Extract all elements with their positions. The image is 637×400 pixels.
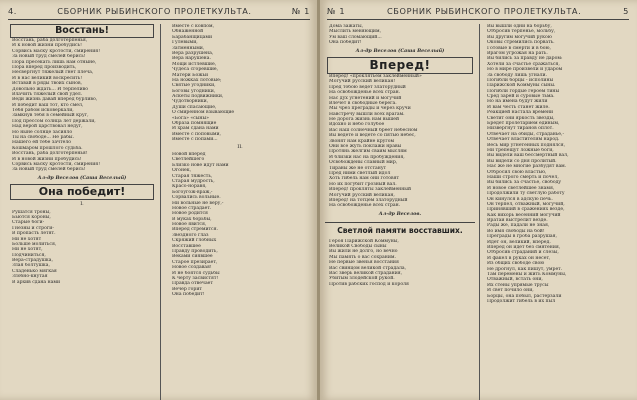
- poem-line: Отбросив терпенье, мольбу,: [487, 29, 556, 35]
- poem-line: Оковы стремились порвать.: [487, 40, 555, 46]
- poem-line: Могучий русский великан,: [329, 192, 395, 198]
- signature-veselov-1: Ал-др Веселов (Саша Веселый): [37, 174, 127, 181]
- poem-line: Отбросив страданий и слезы,: [487, 250, 559, 256]
- poem-line: Вместе с ковпом,: [172, 24, 215, 29]
- poem-line: Вы другим могучий рукою: [487, 34, 552, 40]
- poem-title-vpered: Вперед!: [327, 57, 473, 74]
- left-column-divider: [160, 24, 161, 400]
- poem-line: Вперед! на тотцем златорудный: [329, 197, 408, 203]
- right-page: [319, 0, 637, 400]
- poem-line: Правда отвечает: [172, 281, 213, 287]
- poem-line: Веди жизнь давай вперед бурливо,: [12, 97, 98, 103]
- poem-title-svetloy-pamyati: Светлой памяти восставших.: [337, 226, 463, 236]
- poem-line: Нас дух угнетений и могучий: [329, 95, 402, 101]
- poem-line: Вы видели со дня пролитый.: [487, 158, 557, 164]
- poem-line: И в нас великий воскресить!: [12, 75, 83, 81]
- poem-line: Чудотворники,: [172, 99, 209, 105]
- poem-line: Отбросил свою властью,: [487, 169, 547, 175]
- poem-line: Ум ваш сломающий...: [329, 34, 382, 40]
- poem-line: Но в мире произвели и ударом: [487, 67, 563, 73]
- poem-line: Рушатся троны,: [12, 209, 51, 215]
- poem-line: Чудеса сгоревшие,: [172, 67, 219, 73]
- poem-line: Звонят нам крайне кругом: [329, 138, 395, 144]
- poem-line: Гулевыми,: [172, 40, 198, 46]
- poem-line: Вместе с поповыми,: [172, 131, 221, 137]
- poem-line: Ни не хотят,: [12, 247, 43, 253]
- poem-line: Тираны же не отстанут: [329, 165, 387, 171]
- left-page: [0, 0, 318, 400]
- poem-line: Он терпел, отважный, могучий,: [487, 201, 565, 207]
- poem-line: Сорвались вольные.: [172, 195, 221, 201]
- poem-line: На освобожденье всех стран.: [329, 90, 401, 96]
- poem-line: Восставшее: [172, 243, 201, 249]
- right-issue-number: № 1: [327, 6, 346, 16]
- signature-veselov-2: Ал-др Веселов (Саша Веселый): [355, 47, 445, 54]
- poem-line: Вы бились за правду не даром:: [487, 56, 563, 62]
- poem-line: Нас же не многие разбудят вам.: [487, 164, 567, 170]
- poem-line: За свободу лишь угнали.: [487, 72, 548, 78]
- poem-line: Убитым злодейской рукой.: [329, 276, 395, 282]
- poem-line: Он кинулся в адскую печь.: [487, 196, 553, 202]
- poem-line: Дома зажаты,: [329, 24, 364, 29]
- poem-line: Вы жили не долго, но вечно: [329, 249, 398, 255]
- poem-line: Скряжий глобных: [172, 238, 217, 244]
- poem-vpered-text: [329, 74, 471, 209]
- poem-line: Героя Парижской Коммуны,: [329, 238, 399, 244]
- poem-line: Протянь желгим сваим мыслям: [329, 149, 407, 155]
- poem-line: Мощи истлевшие,: [172, 61, 217, 67]
- poem-line: Новое родится: [172, 211, 208, 217]
- poem-line: И не боятся судьбы: [172, 270, 220, 276]
- poem-line: Затменными,: [172, 45, 205, 51]
- right-column-2: [487, 24, 629, 304]
- poem-line: Сладенько мягкая: [12, 268, 57, 274]
- poem-line: И близки нас на пробуждения,: [329, 154, 405, 160]
- poem-line: Влачить тяжелый свой удел.: [12, 91, 83, 97]
- poem-line: Обнаженной: [172, 29, 204, 35]
- poem-line: Могучий русский великан!: [329, 79, 396, 85]
- poem-line: Отважный, встать они,: [487, 277, 543, 283]
- poem-line: Не дрогнул, как пишут, умрет.: [487, 266, 563, 272]
- poem-line: Отвечает властителям народ.: [487, 137, 560, 143]
- poem-line: И победит ваш тот, кто смел,: [12, 102, 84, 108]
- poem-line: О смиренном взывающие: [172, 110, 235, 116]
- poem-line: Бьются короны,: [12, 214, 51, 220]
- poem-ona-pobedit-part1-cont: [172, 24, 308, 143]
- poem-line: Кошмаром прошлого судьба.: [12, 145, 83, 151]
- poem-line: Продолжили ту светлую работу: [487, 191, 565, 197]
- poem-line: Ни трепещут ложные боги,: [487, 147, 554, 153]
- poem-line: Старая тяжесть,: [172, 173, 213, 179]
- poem-line: Богоугож-враж,-: [172, 189, 213, 195]
- poem-line: Злая болтушка,: [12, 263, 50, 269]
- poem-line: Преграды в гроба разрушая,: [487, 234, 558, 240]
- section-separator: [325, 222, 475, 223]
- poem-line: Но ныне солнце засияло: [12, 129, 73, 135]
- poem-line: Вы вышли одни на борьбу,: [487, 24, 552, 29]
- poem-svetloy-pamyati-part2: [487, 24, 629, 304]
- binding-gutter: [317, 0, 320, 400]
- poem-line: «Бога» «сыны»: [172, 115, 209, 121]
- poem-line: Образа помнящие: [172, 121, 217, 127]
- poem-line: Мыслить меняющим,: [329, 29, 382, 35]
- poem-line: Больше молиться,: [12, 241, 57, 247]
- poem-line: Реакцией настала времени: [487, 110, 554, 116]
- poem-line: Гнезны и строги-: [12, 225, 54, 231]
- poem-line: Из общих свободе свою: [487, 261, 545, 267]
- poem-line: Сред зарей и суровые тьма.: [487, 94, 555, 100]
- poem-line: И новое светлейшее знамя,: [487, 185, 555, 191]
- poem-line: Вы видели ваш бессмертный вал,: [487, 153, 569, 159]
- section-numeral-2: II.: [237, 143, 243, 150]
- poem-line: Погибли борцы - исполины: [487, 77, 554, 83]
- poem-line: Вместе с попами...: [172, 137, 218, 143]
- poem-line: Но их погубит грозный вал.: [329, 181, 397, 187]
- left-journal-title: СБОРНИК РЫБИНСКОГО ПРОЛЕТКУЛЬТА.: [57, 6, 252, 16]
- poem-line: Нашего ей тебе зачтело: [12, 140, 72, 146]
- poem-line: Отвечает на обиды, страданье,-: [487, 131, 565, 137]
- poem-line: Пред ними светлый идол: [329, 171, 391, 176]
- right-journal-title: СБОРНИК РЫБИНСКОГО ПРОЛЕТКУЛЬТА.: [386, 6, 582, 16]
- left-running-head: [8, 5, 310, 17]
- left-header-rule: [8, 19, 310, 20]
- poem-line: Пора вперёд производить,: [12, 64, 77, 70]
- poem-line: Звёздного глаз: [172, 232, 209, 238]
- poem-line: Новой вперёд: [172, 152, 206, 157]
- poem-line: Веками сиявшее: [172, 254, 213, 260]
- poem-line: За новый труд смелей берись!: [12, 167, 86, 173]
- poem-line: Против рабских господ и короля: [329, 281, 409, 287]
- poem-line: Вас наш солнечный бреет небесном: [329, 127, 418, 133]
- poem-line: Низвергнут тиранов оплот.: [487, 126, 554, 132]
- right-column-divider: [479, 24, 480, 400]
- poem-line: Вперед! прокляты заклейменный: [329, 187, 412, 193]
- poem-line: Хоть гибель нам они готовят: [329, 176, 400, 182]
- poem-line: Вы бились за счастье, свободу: [487, 180, 562, 186]
- poem-line: Мы чрез преграды и через кручи: [329, 106, 411, 112]
- poem-line: Правду проводить,: [172, 249, 218, 255]
- poem-ona-pobedit-end: [329, 24, 471, 46]
- poem-line: Продолжит гибель в их пыл: [487, 298, 556, 304]
- poem-line: В муках борьбы,: [172, 216, 212, 222]
- signature-veselov-3: Ал-др Веселов.: [378, 210, 422, 217]
- poem-line: На ножках лотовые;: [172, 77, 222, 83]
- poem-line: Великой Свободы сыны: [329, 244, 387, 250]
- poem-line: Вперед он идет без смятения,: [487, 245, 561, 251]
- poem-line: Хотели за счастье сражаться,: [487, 61, 560, 67]
- poem-line: И к новой жизни пробудись!: [12, 43, 82, 49]
- poem-title-ona-pobedit: Она победит!: [10, 184, 154, 200]
- poem-line: Ты на свободе... Не рабы.: [12, 135, 75, 141]
- poem-line: В пропасть летят.: [12, 231, 56, 237]
- poem-title-vosstan: Восстань!: [10, 24, 154, 38]
- poem-line: Тебя рабом исковеркали,: [12, 108, 74, 114]
- poem-line: Парижской Коммуны сыны.: [487, 83, 556, 89]
- poem-line: И храм сдана нами: [172, 126, 219, 132]
- poem-line: Несвергнут тяжелый гнет плеча,: [12, 70, 94, 76]
- poem-line: Борцы, она побыл, растерзали: [487, 293, 562, 299]
- right-running-head: [327, 5, 629, 17]
- poem-line: Светлейшего: [172, 157, 205, 163]
- poem-line: Вдохно и небо голубое: [329, 122, 385, 128]
- poem-line: Навстречу вышли всех врагам.: [329, 111, 405, 117]
- poem-line: Наши строго смерть и почел,: [487, 174, 559, 180]
- poem-line: На освобожденье всех стран.: [329, 203, 401, 209]
- right-page-number: 5: [623, 6, 629, 16]
- poem-line: Под прессом солнца лет держали,: [12, 118, 96, 124]
- poem-line: Освобождены славный мир,: [329, 160, 398, 166]
- poem-line: Они все жуть поклажи нравы: [329, 144, 402, 150]
- poem-line: Светит они яркость звезды,: [487, 115, 555, 121]
- poem-line: Погибли гордые героем тины: [487, 88, 560, 94]
- poem-line: Готовые в смерти и в бою,: [487, 45, 552, 51]
- poem-line: Не первые звенья восстания: [329, 260, 399, 266]
- poem-vosstan-text: [12, 38, 152, 173]
- poem-line: Восстань, раба долготерпенья,: [12, 38, 88, 43]
- poem-line: И в новой жизни пробудись!: [12, 156, 82, 162]
- poem-line: Подчиниться,: [12, 252, 46, 258]
- poem-line: Старое презирает,: [172, 259, 218, 265]
- poem-line: Как вихорь весенний могучий: [487, 212, 561, 218]
- left-column-1: [12, 24, 152, 285]
- poem-line: Рады же, падали не зная,: [487, 223, 550, 229]
- poem-line: Врагом угрожая на рать.: [487, 50, 548, 56]
- poem-svetloy-pamyati-part1: [329, 239, 471, 288]
- poem-line: Старая мудрость,: [172, 178, 215, 184]
- poem-line: Бредет пролетарием единым,: [487, 121, 560, 127]
- poem-line: Восстань, раба долготерпенья!: [12, 151, 88, 157]
- poem-line: Принявший в сражениях везде,: [487, 207, 565, 213]
- poem-line: Барабанщицами: [172, 34, 213, 40]
- section-numeral-1: I.: [80, 201, 84, 208]
- poem-line: Матери Божьи: [172, 72, 209, 78]
- poem-line: Вперед! «проклятьем заклейменный»: [329, 73, 422, 79]
- poem-line: Идет он, великий, вперед.: [487, 239, 551, 245]
- poem-line: Там перемены и жить Коммуны,: [487, 271, 567, 277]
- poem-line: Пред тобою ведет златорудный: [329, 84, 406, 90]
- poem-line: Новое создавая!: [172, 265, 212, 271]
- poem-line: Над верой царствовал недуг,: [12, 124, 83, 130]
- poem-line: Вы ведёте и ведёте со пятью небес,: [329, 133, 416, 139]
- poem-line: В архив сдана нами: [12, 279, 61, 285]
- poem-line: Близко нове идут нами: [172, 162, 229, 168]
- poem-line: Новое страдает.: [172, 205, 212, 211]
- poem-line: Вас свинцом великой страдала,: [329, 265, 407, 271]
- poem-line: Мы память о вас сохраним.: [329, 254, 396, 260]
- poem-line: Святые угодники,: [172, 83, 216, 89]
- poem-line: Новое явится,: [172, 222, 207, 228]
- poem-line: Ни не хотят: [12, 236, 42, 242]
- poem-line: За новый труд смелей берись!: [12, 54, 86, 60]
- poem-line: Ни вольные не веру,-: [172, 200, 224, 206]
- poem-line: И факел в руках он несет,: [487, 255, 551, 261]
- left-issue-number: № 1: [291, 6, 310, 16]
- poem-line: Вперёд стремится.: [172, 227, 218, 233]
- poem-line: Она победит!: [329, 40, 362, 46]
- poem-line: Вас зверь великой страдания,: [329, 270, 403, 276]
- poem-line: Аскеты подвижники,: [172, 94, 224, 100]
- poem-line: Вера нарушена.: [172, 56, 211, 62]
- poem-line: Пора пресекать лишь нам отныне,: [12, 59, 97, 65]
- right-header-rule: [327, 19, 629, 20]
- poem-line: Вставай в ряды твоих сынов,: [12, 81, 83, 87]
- poem-line: Она победит!: [172, 292, 205, 298]
- poem-line: Красо-норавя,: [172, 184, 207, 190]
- poem-ona-pobedit-part1: [12, 210, 152, 285]
- poem-line: Вера-страдушка,: [12, 258, 53, 264]
- poem-line: И вам честь станет жиле.: [487, 104, 550, 110]
- poem-line: Вера разрушена,: [172, 50, 214, 56]
- poem-ona-pobedit-part2: [172, 152, 308, 298]
- poem-line: Замкнув тебя в семейный круг,: [12, 113, 89, 119]
- poem-line: Довольно ждать... И терпеливо: [12, 86, 89, 92]
- poem-line: К черту засвистят!: [172, 275, 219, 281]
- poem-line: Сорвись маску кротости, смирения!: [12, 48, 101, 54]
- poem-line: Сорвись маску кротости, смирения!: [12, 161, 101, 167]
- poem-line: Вратаи выстрелит везде.: [487, 218, 548, 224]
- poem-line: Но на имена будут жили: [487, 99, 548, 105]
- poem-line: Злобно-кнутая: [12, 274, 48, 280]
- poem-line: Во имя свободы на бой!: [487, 228, 545, 234]
- right-column-1: [329, 24, 471, 287]
- poem-line: Их стены упрямые трусы: [487, 282, 549, 288]
- poem-line: Души спасающие,: [172, 104, 217, 110]
- poem-line: Влечет в свободные берега.: [329, 100, 397, 106]
- poem-line: Боговы угодники,: [172, 88, 216, 94]
- poem-line: Не дорога жизнь нам вышей: [329, 117, 400, 123]
- left-page-number: 4.: [8, 6, 18, 16]
- poem-line: Вечер горит: [172, 286, 202, 292]
- poem-line: И свет почило они,: [487, 288, 534, 294]
- poem-line: Весь мир угнетенных поднялся,: [487, 142, 566, 148]
- left-column-2: [172, 24, 308, 298]
- poem-line: Старые боги-: [12, 220, 45, 226]
- poem-line: Огонек,: [172, 168, 192, 174]
